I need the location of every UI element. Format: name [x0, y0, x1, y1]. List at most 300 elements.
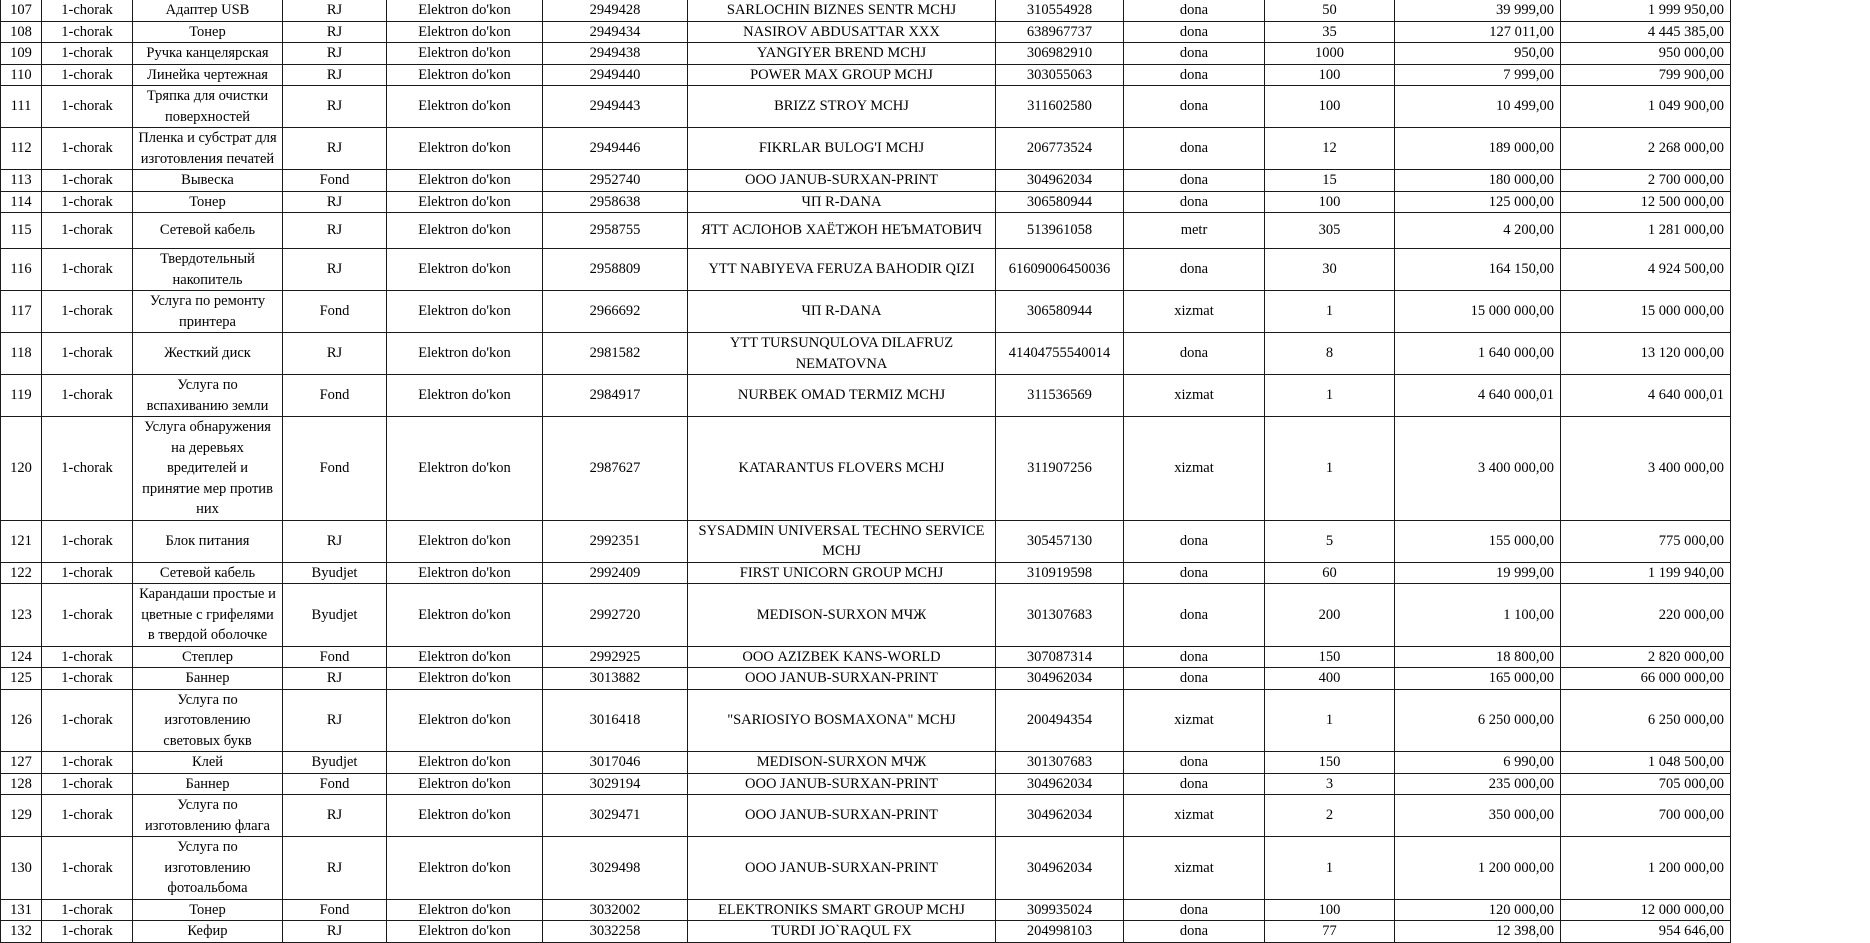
funding-source-cell[interactable]: RJ	[283, 333, 387, 375]
unit-cell[interactable]: dona	[1124, 0, 1265, 21]
quarter-cell[interactable]: 1-chorak	[42, 773, 133, 795]
item-name-cell[interactable]: Карандаши простые и цветные с грифелями в твердой оболочке	[133, 584, 283, 647]
item-name-cell[interactable]: Адаптер USB	[133, 0, 283, 21]
row-number-cell[interactable]: 108	[1, 21, 42, 43]
supplier-cell[interactable]: ЧП R-DANA	[688, 291, 996, 333]
quarter-cell[interactable]: 1-chorak	[42, 417, 133, 521]
item-name-cell[interactable]: Вывеска	[133, 170, 283, 192]
tax-id-cell[interactable]: 304962034	[996, 668, 1124, 690]
platform-cell[interactable]: Elektron do'kon	[387, 0, 543, 21]
unit-price-cell[interactable]: 39 999,00	[1395, 0, 1561, 21]
quarter-cell[interactable]: 1-chorak	[42, 333, 133, 375]
total-amount-cell[interactable]: 1 999 950,00	[1561, 0, 1731, 21]
platform-cell[interactable]: Elektron do'kon	[387, 562, 543, 584]
quantity-cell[interactable]: 35	[1265, 21, 1395, 43]
funding-source-cell[interactable]: RJ	[283, 86, 387, 128]
unit-cell[interactable]: dona	[1124, 752, 1265, 774]
contract-number-cell[interactable]: 2949428	[543, 0, 688, 21]
total-amount-cell[interactable]: 2 268 000,00	[1561, 128, 1731, 170]
unit-price-cell[interactable]: 127 011,00	[1395, 21, 1561, 43]
quantity-cell[interactable]: 100	[1265, 64, 1395, 86]
supplier-cell[interactable]: NURBEK OMAD TERMIZ MCHJ	[688, 375, 996, 417]
row-number-cell[interactable]: 118	[1, 333, 42, 375]
quarter-cell[interactable]: 1-chorak	[42, 689, 133, 752]
supplier-cell[interactable]: ООО JANUB-SURXAN-PRINT	[688, 170, 996, 192]
unit-price-cell[interactable]: 350 000,00	[1395, 795, 1561, 837]
item-name-cell[interactable]: Услуга по изготовлению флага	[133, 795, 283, 837]
supplier-cell[interactable]: YTT NABIYEVA FERUZA BAHODIR QIZI	[688, 249, 996, 291]
unit-price-cell[interactable]: 1 640 000,00	[1395, 333, 1561, 375]
row-number-cell[interactable]: 130	[1, 837, 42, 900]
tax-id-cell[interactable]: 41404755540014	[996, 333, 1124, 375]
platform-cell[interactable]: Elektron do'kon	[387, 837, 543, 900]
tax-id-cell[interactable]: 306580944	[996, 191, 1124, 213]
total-amount-cell[interactable]: 950 000,00	[1561, 43, 1731, 65]
tax-id-cell[interactable]: 304962034	[996, 837, 1124, 900]
tax-id-cell[interactable]: 306982910	[996, 43, 1124, 65]
unit-price-cell[interactable]: 7 999,00	[1395, 64, 1561, 86]
quarter-cell[interactable]: 1-chorak	[42, 375, 133, 417]
total-amount-cell[interactable]: 799 900,00	[1561, 64, 1731, 86]
tax-id-cell[interactable]: 301307683	[996, 584, 1124, 647]
item-name-cell[interactable]: Услуга по изготовлению световых букв	[133, 689, 283, 752]
contract-number-cell[interactable]: 2992351	[543, 520, 688, 562]
unit-cell[interactable]: dona	[1124, 128, 1265, 170]
funding-source-cell[interactable]: RJ	[283, 668, 387, 690]
row-number-cell[interactable]: 111	[1, 86, 42, 128]
platform-cell[interactable]: Elektron do'kon	[387, 921, 543, 943]
platform-cell[interactable]: Elektron do'kon	[387, 333, 543, 375]
unit-cell[interactable]: dona	[1124, 86, 1265, 128]
supplier-cell[interactable]: FIKRLAR BULOG'I MCHJ	[688, 128, 996, 170]
funding-source-cell[interactable]: RJ	[283, 43, 387, 65]
funding-source-cell[interactable]: Byudjet	[283, 752, 387, 774]
quarter-cell[interactable]: 1-chorak	[42, 128, 133, 170]
tax-id-cell[interactable]: 200494354	[996, 689, 1124, 752]
quarter-cell[interactable]: 1-chorak	[42, 795, 133, 837]
funding-source-cell[interactable]: RJ	[283, 64, 387, 86]
total-amount-cell[interactable]: 1 200 000,00	[1561, 837, 1731, 900]
quantity-cell[interactable]: 1	[1265, 417, 1395, 521]
total-amount-cell[interactable]: 4 924 500,00	[1561, 249, 1731, 291]
unit-price-cell[interactable]: 235 000,00	[1395, 773, 1561, 795]
tax-id-cell[interactable]: 311907256	[996, 417, 1124, 521]
row-number-cell[interactable]: 125	[1, 668, 42, 690]
total-amount-cell[interactable]: 1 048 500,00	[1561, 752, 1731, 774]
quantity-cell[interactable]: 305	[1265, 213, 1395, 249]
funding-source-cell[interactable]: RJ	[283, 0, 387, 21]
funding-source-cell[interactable]: Byudjet	[283, 562, 387, 584]
item-name-cell[interactable]: Тонер	[133, 21, 283, 43]
platform-cell[interactable]: Elektron do'kon	[387, 689, 543, 752]
contract-number-cell[interactable]: 2958755	[543, 213, 688, 249]
supplier-cell[interactable]: ООО JANUB-SURXAN-PRINT	[688, 773, 996, 795]
supplier-cell[interactable]: ООО JANUB-SURXAN-PRINT	[688, 668, 996, 690]
platform-cell[interactable]: Elektron do'kon	[387, 86, 543, 128]
unit-price-cell[interactable]: 15 000 000,00	[1395, 291, 1561, 333]
tax-id-cell[interactable]: 310919598	[996, 562, 1124, 584]
item-name-cell[interactable]: Пленка и субстрат для изготовления печатей	[133, 128, 283, 170]
platform-cell[interactable]: Elektron do'kon	[387, 213, 543, 249]
contract-number-cell[interactable]: 3017046	[543, 752, 688, 774]
row-number-cell[interactable]: 120	[1, 417, 42, 521]
platform-cell[interactable]: Elektron do'kon	[387, 170, 543, 192]
contract-number-cell[interactable]: 2949434	[543, 21, 688, 43]
quarter-cell[interactable]: 1-chorak	[42, 86, 133, 128]
unit-price-cell[interactable]: 1 200 000,00	[1395, 837, 1561, 900]
unit-cell[interactable]: dona	[1124, 921, 1265, 943]
total-amount-cell[interactable]: 775 000,00	[1561, 520, 1731, 562]
tax-id-cell[interactable]: 638967737	[996, 21, 1124, 43]
funding-source-cell[interactable]: Fond	[283, 646, 387, 668]
supplier-cell[interactable]: POWER MAX GROUP MCHJ	[688, 64, 996, 86]
total-amount-cell[interactable]: 4 445 385,00	[1561, 21, 1731, 43]
supplier-cell[interactable]: BRIZZ STROY MCHJ	[688, 86, 996, 128]
contract-number-cell[interactable]: 3032258	[543, 921, 688, 943]
unit-cell[interactable]: dona	[1124, 249, 1265, 291]
unit-cell[interactable]: dona	[1124, 646, 1265, 668]
unit-cell[interactable]: dona	[1124, 64, 1265, 86]
supplier-cell[interactable]: ЯТТ АСЛОНОВ ХАЁТЖОН НЕЪМАТОВИЧ	[688, 213, 996, 249]
row-number-cell[interactable]: 123	[1, 584, 42, 647]
item-name-cell[interactable]: Баннер	[133, 668, 283, 690]
unit-cell[interactable]: dona	[1124, 43, 1265, 65]
platform-cell[interactable]: Elektron do'kon	[387, 249, 543, 291]
quarter-cell[interactable]: 1-chorak	[42, 899, 133, 921]
funding-source-cell[interactable]: RJ	[283, 191, 387, 213]
quantity-cell[interactable]: 100	[1265, 899, 1395, 921]
item-name-cell[interactable]: Тонер	[133, 191, 283, 213]
contract-number-cell[interactable]: 2981582	[543, 333, 688, 375]
unit-cell[interactable]: dona	[1124, 562, 1265, 584]
contract-number-cell[interactable]: 2984917	[543, 375, 688, 417]
funding-source-cell[interactable]: Fond	[283, 899, 387, 921]
supplier-cell[interactable]: MEDISON-SURXON МЧЖ	[688, 584, 996, 647]
tax-id-cell[interactable]: 61609006450036	[996, 249, 1124, 291]
row-number-cell[interactable]: 122	[1, 562, 42, 584]
row-number-cell[interactable]: 119	[1, 375, 42, 417]
contract-number-cell[interactable]: 3032002	[543, 899, 688, 921]
unit-cell[interactable]: dona	[1124, 899, 1265, 921]
unit-cell[interactable]: xizmat	[1124, 795, 1265, 837]
item-name-cell[interactable]: Блок питания	[133, 520, 283, 562]
row-number-cell[interactable]: 127	[1, 752, 42, 774]
unit-cell[interactable]: dona	[1124, 668, 1265, 690]
quarter-cell[interactable]: 1-chorak	[42, 0, 133, 21]
quarter-cell[interactable]: 1-chorak	[42, 752, 133, 774]
unit-price-cell[interactable]: 189 000,00	[1395, 128, 1561, 170]
contract-number-cell[interactable]: 3029194	[543, 773, 688, 795]
unit-price-cell[interactable]: 950,00	[1395, 43, 1561, 65]
contract-number-cell[interactable]: 3029498	[543, 837, 688, 900]
unit-price-cell[interactable]: 125 000,00	[1395, 191, 1561, 213]
platform-cell[interactable]: Elektron do'kon	[387, 64, 543, 86]
contract-number-cell[interactable]: 2949443	[543, 86, 688, 128]
unit-cell[interactable]: dona	[1124, 21, 1265, 43]
item-name-cell[interactable]: Сетевой кабель	[133, 562, 283, 584]
quantity-cell[interactable]: 100	[1265, 86, 1395, 128]
total-amount-cell[interactable]: 4 640 000,01	[1561, 375, 1731, 417]
tax-id-cell[interactable]: 310554928	[996, 0, 1124, 21]
unit-cell[interactable]: dona	[1124, 191, 1265, 213]
contract-number-cell[interactable]: 3029471	[543, 795, 688, 837]
contract-number-cell[interactable]: 2992720	[543, 584, 688, 647]
tax-id-cell[interactable]: 304962034	[996, 795, 1124, 837]
row-number-cell[interactable]: 131	[1, 899, 42, 921]
tax-id-cell[interactable]: 204998103	[996, 921, 1124, 943]
quarter-cell[interactable]: 1-chorak	[42, 191, 133, 213]
quantity-cell[interactable]: 1	[1265, 375, 1395, 417]
supplier-cell[interactable]: MEDISON-SURXON МЧЖ	[688, 752, 996, 774]
row-number-cell[interactable]: 129	[1, 795, 42, 837]
total-amount-cell[interactable]: 1 199 940,00	[1561, 562, 1731, 584]
unit-cell[interactable]: xizmat	[1124, 417, 1265, 521]
contract-number-cell[interactable]: 2952740	[543, 170, 688, 192]
quarter-cell[interactable]: 1-chorak	[42, 249, 133, 291]
item-name-cell[interactable]: Степлер	[133, 646, 283, 668]
quarter-cell[interactable]: 1-chorak	[42, 64, 133, 86]
platform-cell[interactable]: Elektron do'kon	[387, 191, 543, 213]
funding-source-cell[interactable]: Byudjet	[283, 584, 387, 647]
item-name-cell[interactable]: Клей	[133, 752, 283, 774]
funding-source-cell[interactable]: Fond	[283, 417, 387, 521]
quarter-cell[interactable]: 1-chorak	[42, 668, 133, 690]
supplier-cell[interactable]: ООО JANUB-SURXAN-PRINT	[688, 795, 996, 837]
contract-number-cell[interactable]: 2987627	[543, 417, 688, 521]
total-amount-cell[interactable]: 2 820 000,00	[1561, 646, 1731, 668]
quarter-cell[interactable]: 1-chorak	[42, 646, 133, 668]
quantity-cell[interactable]: 15	[1265, 170, 1395, 192]
row-number-cell[interactable]: 116	[1, 249, 42, 291]
total-amount-cell[interactable]: 1 281 000,00	[1561, 213, 1731, 249]
supplier-cell[interactable]: ООО JANUB-SURXAN-PRINT	[688, 837, 996, 900]
quantity-cell[interactable]: 77	[1265, 921, 1395, 943]
supplier-cell[interactable]: "SARIOSIYO BOSMAXONA" MCHJ	[688, 689, 996, 752]
platform-cell[interactable]: Elektron do'kon	[387, 773, 543, 795]
total-amount-cell[interactable]: 954 646,00	[1561, 921, 1731, 943]
contract-number-cell[interactable]: 2992409	[543, 562, 688, 584]
unit-price-cell[interactable]: 180 000,00	[1395, 170, 1561, 192]
total-amount-cell[interactable]: 6 250 000,00	[1561, 689, 1731, 752]
total-amount-cell[interactable]: 2 700 000,00	[1561, 170, 1731, 192]
item-name-cell[interactable]: Тонер	[133, 899, 283, 921]
tax-id-cell[interactable]: 306580944	[996, 291, 1124, 333]
row-number-cell[interactable]: 115	[1, 213, 42, 249]
unit-cell[interactable]: metr	[1124, 213, 1265, 249]
unit-cell[interactable]: dona	[1124, 584, 1265, 647]
supplier-cell[interactable]: FIRST UNICORN GROUP MCHJ	[688, 562, 996, 584]
platform-cell[interactable]: Elektron do'kon	[387, 899, 543, 921]
unit-cell[interactable]: xizmat	[1124, 375, 1265, 417]
row-number-cell[interactable]: 110	[1, 64, 42, 86]
row-number-cell[interactable]: 114	[1, 191, 42, 213]
quarter-cell[interactable]: 1-chorak	[42, 837, 133, 900]
contract-number-cell[interactable]: 2966692	[543, 291, 688, 333]
platform-cell[interactable]: Elektron do'kon	[387, 795, 543, 837]
platform-cell[interactable]: Elektron do'kon	[387, 584, 543, 647]
unit-price-cell[interactable]: 4 200,00	[1395, 213, 1561, 249]
quantity-cell[interactable]: 400	[1265, 668, 1395, 690]
unit-price-cell[interactable]: 1 100,00	[1395, 584, 1561, 647]
quantity-cell[interactable]: 150	[1265, 752, 1395, 774]
platform-cell[interactable]: Elektron do'kon	[387, 128, 543, 170]
tax-id-cell[interactable]: 304962034	[996, 773, 1124, 795]
tax-id-cell[interactable]: 305457130	[996, 520, 1124, 562]
quantity-cell[interactable]: 150	[1265, 646, 1395, 668]
funding-source-cell[interactable]: Fond	[283, 291, 387, 333]
funding-source-cell[interactable]: RJ	[283, 921, 387, 943]
quantity-cell[interactable]: 2	[1265, 795, 1395, 837]
unit-price-cell[interactable]: 120 000,00	[1395, 899, 1561, 921]
total-amount-cell[interactable]: 705 000,00	[1561, 773, 1731, 795]
contract-number-cell[interactable]: 2992925	[543, 646, 688, 668]
supplier-cell[interactable]: TURDI JO`RAQUL FX	[688, 921, 996, 943]
row-number-cell[interactable]: 128	[1, 773, 42, 795]
tax-id-cell[interactable]: 311602580	[996, 86, 1124, 128]
contract-number-cell[interactable]: 2958638	[543, 191, 688, 213]
quarter-cell[interactable]: 1-chorak	[42, 520, 133, 562]
item-name-cell[interactable]: Линейка чертежная	[133, 64, 283, 86]
platform-cell[interactable]: Elektron do'kon	[387, 520, 543, 562]
unit-cell[interactable]: xizmat	[1124, 689, 1265, 752]
funding-source-cell[interactable]: Fond	[283, 773, 387, 795]
item-name-cell[interactable]: Услуга по вспахиванию земли	[133, 375, 283, 417]
funding-source-cell[interactable]: Fond	[283, 375, 387, 417]
row-number-cell[interactable]: 121	[1, 520, 42, 562]
platform-cell[interactable]: Elektron do'kon	[387, 646, 543, 668]
contract-number-cell[interactable]: 2949438	[543, 43, 688, 65]
quantity-cell[interactable]: 1000	[1265, 43, 1395, 65]
tax-id-cell[interactable]: 303055063	[996, 64, 1124, 86]
quarter-cell[interactable]: 1-chorak	[42, 43, 133, 65]
funding-source-cell[interactable]: RJ	[283, 128, 387, 170]
quarter-cell[interactable]: 1-chorak	[42, 213, 133, 249]
funding-source-cell[interactable]: RJ	[283, 795, 387, 837]
item-name-cell[interactable]: Баннер	[133, 773, 283, 795]
row-number-cell[interactable]: 117	[1, 291, 42, 333]
contract-number-cell[interactable]: 2958809	[543, 249, 688, 291]
platform-cell[interactable]: Elektron do'kon	[387, 668, 543, 690]
tax-id-cell[interactable]: 304962034	[996, 170, 1124, 192]
total-amount-cell[interactable]: 15 000 000,00	[1561, 291, 1731, 333]
quantity-cell[interactable]: 1	[1265, 291, 1395, 333]
total-amount-cell[interactable]: 12 000 000,00	[1561, 899, 1731, 921]
unit-price-cell[interactable]: 12 398,00	[1395, 921, 1561, 943]
funding-source-cell[interactable]: RJ	[283, 213, 387, 249]
quantity-cell[interactable]: 50	[1265, 0, 1395, 21]
unit-cell[interactable]: dona	[1124, 333, 1265, 375]
platform-cell[interactable]: Elektron do'kon	[387, 752, 543, 774]
funding-source-cell[interactable]: RJ	[283, 689, 387, 752]
quarter-cell[interactable]: 1-chorak	[42, 170, 133, 192]
unit-price-cell[interactable]: 10 499,00	[1395, 86, 1561, 128]
platform-cell[interactable]: Elektron do'kon	[387, 291, 543, 333]
quantity-cell[interactable]: 1	[1265, 837, 1395, 900]
item-name-cell[interactable]: Жесткий диск	[133, 333, 283, 375]
item-name-cell[interactable]: Ручка канцелярская	[133, 43, 283, 65]
unit-cell[interactable]: dona	[1124, 773, 1265, 795]
total-amount-cell[interactable]: 66 000 000,00	[1561, 668, 1731, 690]
unit-price-cell[interactable]: 4 640 000,01	[1395, 375, 1561, 417]
quantity-cell[interactable]: 5	[1265, 520, 1395, 562]
tax-id-cell[interactable]: 309935024	[996, 899, 1124, 921]
row-number-cell[interactable]: 132	[1, 921, 42, 943]
quantity-cell[interactable]: 3	[1265, 773, 1395, 795]
funding-source-cell[interactable]: RJ	[283, 21, 387, 43]
unit-price-cell[interactable]: 155 000,00	[1395, 520, 1561, 562]
total-amount-cell[interactable]: 3 400 000,00	[1561, 417, 1731, 521]
platform-cell[interactable]: Elektron do'kon	[387, 375, 543, 417]
row-number-cell[interactable]: 107	[1, 0, 42, 21]
quarter-cell[interactable]: 1-chorak	[42, 584, 133, 647]
quantity-cell[interactable]: 12	[1265, 128, 1395, 170]
supplier-cell[interactable]: SARLOCHIN BIZNES SENTR MCHJ	[688, 0, 996, 21]
platform-cell[interactable]: Elektron do'kon	[387, 417, 543, 521]
quarter-cell[interactable]: 1-chorak	[42, 21, 133, 43]
quantity-cell[interactable]: 8	[1265, 333, 1395, 375]
contract-number-cell[interactable]: 3013882	[543, 668, 688, 690]
total-amount-cell[interactable]: 220 000,00	[1561, 584, 1731, 647]
supplier-cell[interactable]: YTT TURSUNQULOVA DILAFRUZ NEMATOVNA	[688, 333, 996, 375]
contract-number-cell[interactable]: 3016418	[543, 689, 688, 752]
quantity-cell[interactable]: 60	[1265, 562, 1395, 584]
total-amount-cell[interactable]: 12 500 000,00	[1561, 191, 1731, 213]
unit-price-cell[interactable]: 3 400 000,00	[1395, 417, 1561, 521]
tax-id-cell[interactable]: 206773524	[996, 128, 1124, 170]
funding-source-cell[interactable]: Fond	[283, 170, 387, 192]
contract-number-cell[interactable]: 2949446	[543, 128, 688, 170]
unit-price-cell[interactable]: 18 800,00	[1395, 646, 1561, 668]
row-number-cell[interactable]: 126	[1, 689, 42, 752]
total-amount-cell[interactable]: 13 120 000,00	[1561, 333, 1731, 375]
unit-price-cell[interactable]: 164 150,00	[1395, 249, 1561, 291]
supplier-cell[interactable]: SYSADMIN UNIVERSAL TECHNO SERVICE MCHJ	[688, 520, 996, 562]
funding-source-cell[interactable]: RJ	[283, 249, 387, 291]
supplier-cell[interactable]: ELEKTRONIKS SMART GROUP MCHJ	[688, 899, 996, 921]
unit-price-cell[interactable]: 6 990,00	[1395, 752, 1561, 774]
unit-price-cell[interactable]: 6 250 000,00	[1395, 689, 1561, 752]
item-name-cell[interactable]: Услуга по ремонту принтера	[133, 291, 283, 333]
unit-cell[interactable]: dona	[1124, 520, 1265, 562]
quantity-cell[interactable]: 100	[1265, 191, 1395, 213]
funding-source-cell[interactable]: RJ	[283, 520, 387, 562]
tax-id-cell[interactable]: 301307683	[996, 752, 1124, 774]
unit-price-cell[interactable]: 19 999,00	[1395, 562, 1561, 584]
unit-cell[interactable]: xizmat	[1124, 837, 1265, 900]
row-number-cell[interactable]: 113	[1, 170, 42, 192]
platform-cell[interactable]: Elektron do'kon	[387, 21, 543, 43]
row-number-cell[interactable]: 124	[1, 646, 42, 668]
total-amount-cell[interactable]: 1 049 900,00	[1561, 86, 1731, 128]
item-name-cell[interactable]: Услуга обнаружения на деревьях вредителей и принятие мер против них	[133, 417, 283, 521]
total-amount-cell[interactable]: 700 000,00	[1561, 795, 1731, 837]
funding-source-cell[interactable]: RJ	[283, 837, 387, 900]
quarter-cell[interactable]: 1-chorak	[42, 921, 133, 943]
quarter-cell[interactable]: 1-chorak	[42, 291, 133, 333]
unit-cell[interactable]: xizmat	[1124, 291, 1265, 333]
tax-id-cell[interactable]: 513961058	[996, 213, 1124, 249]
quantity-cell[interactable]: 200	[1265, 584, 1395, 647]
row-number-cell[interactable]: 109	[1, 43, 42, 65]
quarter-cell[interactable]: 1-chorak	[42, 562, 133, 584]
quantity-cell[interactable]: 1	[1265, 689, 1395, 752]
supplier-cell[interactable]: YANGIYER BREND MCHJ	[688, 43, 996, 65]
item-name-cell[interactable]: Сетевой кабель	[133, 213, 283, 249]
item-name-cell[interactable]: Тряпка для очистки поверхностей	[133, 86, 283, 128]
supplier-cell[interactable]: KATARANTUS FLOVERS MCHJ	[688, 417, 996, 521]
supplier-cell[interactable]: ЧП R-DANA	[688, 191, 996, 213]
supplier-cell[interactable]: NASIROV ABDUSATTAR XXX	[688, 21, 996, 43]
